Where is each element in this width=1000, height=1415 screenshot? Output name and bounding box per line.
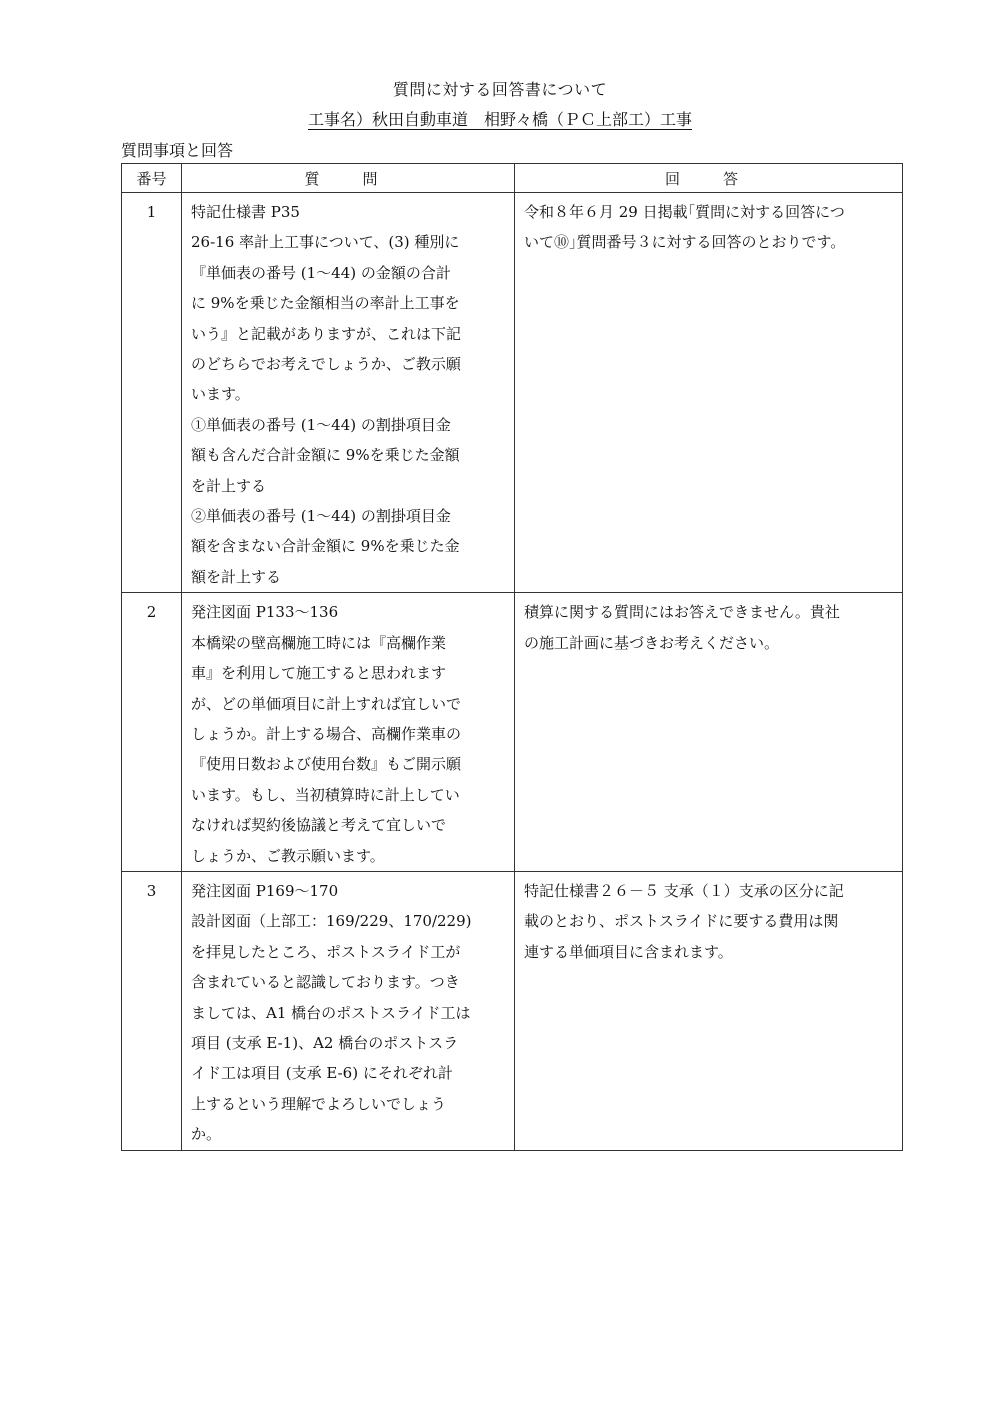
question-line: 車』を利用して施工すると思われます xyxy=(191,664,447,683)
header-answer: 回 答 xyxy=(515,164,903,193)
question-cell xyxy=(182,593,515,872)
question-line: 上するという理解でよろしいでしょう xyxy=(191,1094,447,1113)
question-cell xyxy=(182,193,515,593)
answer-line: 特記仕様書２６－５ 支承（１）支承の区分に記 xyxy=(524,881,844,900)
answer-line: の施工計画に基づきお考えください。 xyxy=(524,633,780,652)
project-name xyxy=(0,107,1000,130)
answer-cell xyxy=(515,593,903,872)
answer-line: 積算に関する質問にはお答えできません。貴社 xyxy=(524,603,840,622)
question-line: 項目 (支承 E-1)、A2 橋台のポストスラ xyxy=(191,1033,459,1052)
question-line: か。 xyxy=(191,1125,222,1144)
answer-line: いて⑩｣質問番号３に対する回答のとおりです。 xyxy=(524,233,846,252)
question-line: 含まれていると認識しております。つき xyxy=(191,973,460,992)
table-row xyxy=(122,593,903,872)
question-line: なければ契約後協議と考えて宜しいで xyxy=(191,816,447,835)
question-line: イド工は項目 (支承 E-6) にそれぞれ計 xyxy=(191,1064,453,1083)
table-row xyxy=(122,871,903,1150)
header-question: 質 問 xyxy=(182,164,515,193)
question-line: 『使用日数および使用台数』もご開示願 xyxy=(191,755,462,774)
question-line: います。もし、当初積算時に計上してい xyxy=(191,785,460,804)
question-line: 26-16 率計上工事について、(3) 種別に xyxy=(191,233,460,252)
answer-cell xyxy=(515,193,903,593)
question-line: いう』と記載がありますが、これは下記 xyxy=(191,324,462,343)
row-number: 3 xyxy=(122,871,182,1150)
header-number: 番号 xyxy=(122,164,182,193)
question-line: 本橋梁の壁高欄施工時には『高欄作業 xyxy=(191,633,447,652)
section-label: 質問事項と回答 xyxy=(121,141,234,160)
question-line: 額を含まない合計金額に 9%を乗じた金 xyxy=(191,537,460,556)
table-row xyxy=(122,193,903,593)
question-line: が、どの単価項目に計上すれば宜しいで xyxy=(191,694,462,713)
answer-line: 連する単価項目に含まれます。 xyxy=(524,942,733,961)
question-line: しょうか。計上する場合、高欄作業車の xyxy=(191,724,462,743)
question-line: を計上する xyxy=(191,476,267,495)
question-line: に 9%を乗じた金額相当の率計上工事を xyxy=(191,294,460,313)
answer-line: 令和８年６月 29 日掲載｢質問に対する回答につ xyxy=(524,203,845,221)
question-line: 特記仕様書 P35 xyxy=(191,203,300,221)
project-name-text: 工事名）秋田自動車道 相野々橋（ＰＣ上部工）工事 xyxy=(307,110,692,129)
question-line: しょうか、ご教示願います。 xyxy=(191,846,385,865)
question-line: います。 xyxy=(191,385,250,404)
row-number: 1 xyxy=(122,193,182,593)
document-title: 質問に対する回答書について xyxy=(392,80,608,99)
question-cell xyxy=(182,871,515,1150)
question-line: 発注図面 P169～170 xyxy=(191,881,339,900)
question-line: 額を計上する xyxy=(191,567,282,586)
question-line: 額も含んだ合計金額に 9%を乗じた金額 xyxy=(191,446,460,465)
row-number: 2 xyxy=(122,593,182,872)
question-line: 発注図面 P133～136 xyxy=(191,603,339,622)
answer-cell xyxy=(515,871,903,1150)
question-line: 『単価表の番号 (1～44) の金額の合計 xyxy=(191,263,451,282)
qa-table xyxy=(121,163,903,1151)
question-line: ましては、A1 橋台のポストスライド工は xyxy=(191,1003,471,1022)
answer-line: 載のとおり、ポストスライドに要する費用は関 xyxy=(524,912,839,931)
question-line: 設計図面（上部工：169/229、170/229) xyxy=(191,912,472,931)
question-line: のどちらでお考えでしょうか、ご教示願 xyxy=(191,355,461,374)
question-line: を拝見したところ、ポストスライド工が xyxy=(191,942,461,961)
question-line: ①単価表の番号 (1～44) の割掛項目金 xyxy=(191,415,451,434)
question-line: ②単価表の番号 (1～44) の割掛項目金 xyxy=(191,507,451,526)
table-header-row xyxy=(122,164,903,193)
